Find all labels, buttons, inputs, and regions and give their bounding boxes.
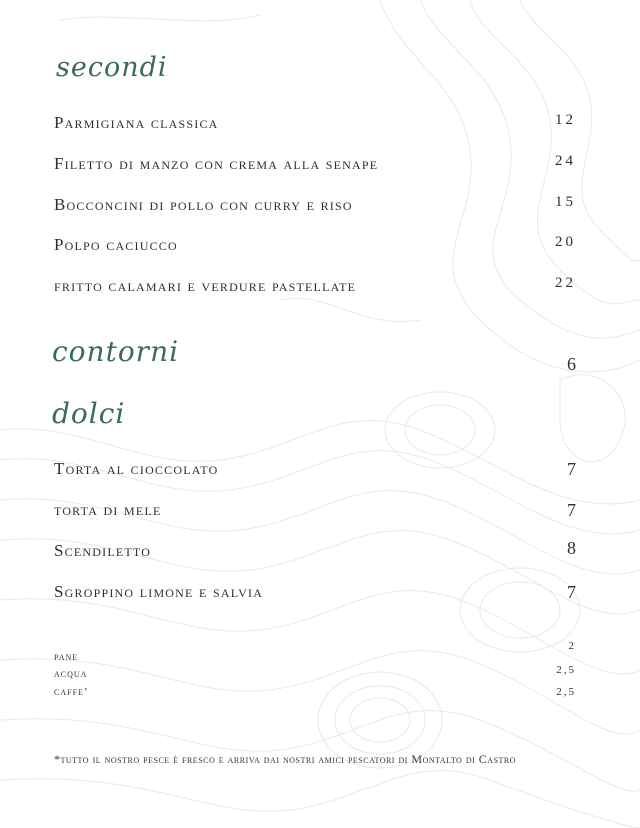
extra-price-caffe: 2,5 — [556, 686, 576, 698]
menu-item-name: Bocconcini di pollo con curry e riso — [54, 195, 353, 214]
menu-item-price: 12 — [555, 112, 576, 128]
menu-item-name: torta di mele — [54, 500, 162, 519]
contorni-price: 6 — [567, 354, 576, 374]
extra-name-caffe: caffe’ — [54, 686, 89, 698]
menu-item-price: 7 — [567, 459, 576, 479]
section-heading-secondi: secondi — [56, 52, 168, 83]
menu-item-price: 22 — [555, 275, 576, 291]
extra-price-pane: 2 — [568, 640, 576, 652]
menu-item-price: 24 — [555, 153, 576, 169]
menu-item-name: Scendiletto — [54, 541, 152, 560]
extra-name-acqua: acqua — [54, 668, 88, 680]
menu-item-name: Torta al cioccolato — [54, 459, 219, 478]
section-heading-dolci: dolci — [52, 397, 126, 430]
menu-item-price: 8 — [567, 538, 576, 558]
section-heading-contorni: contorni — [52, 335, 180, 368]
menu-item-name: Polpo caciucco — [54, 235, 178, 254]
menu-item-price: 20 — [555, 234, 576, 250]
menu-item-name: Parmigiana classica — [54, 113, 219, 132]
menu-item-price: 15 — [555, 194, 576, 210]
menu-item-name: fritto calamari e verdure pastellate — [54, 276, 357, 295]
extra-name-pane: pane — [54, 651, 79, 663]
menu-item-name: Filetto di manzo con crema alla senape — [54, 154, 379, 173]
menu-item-price: 7 — [567, 500, 576, 520]
menu-item-price: 7 — [567, 582, 576, 602]
menu-item-name: Sgroppino limone e salvia — [54, 582, 264, 601]
extra-price-acqua: 2,5 — [556, 664, 576, 676]
footnote: *tutto il nostro pesce è fresco e arriva dai nostri amici pescatori di Montalto di Castro — [54, 752, 517, 766]
